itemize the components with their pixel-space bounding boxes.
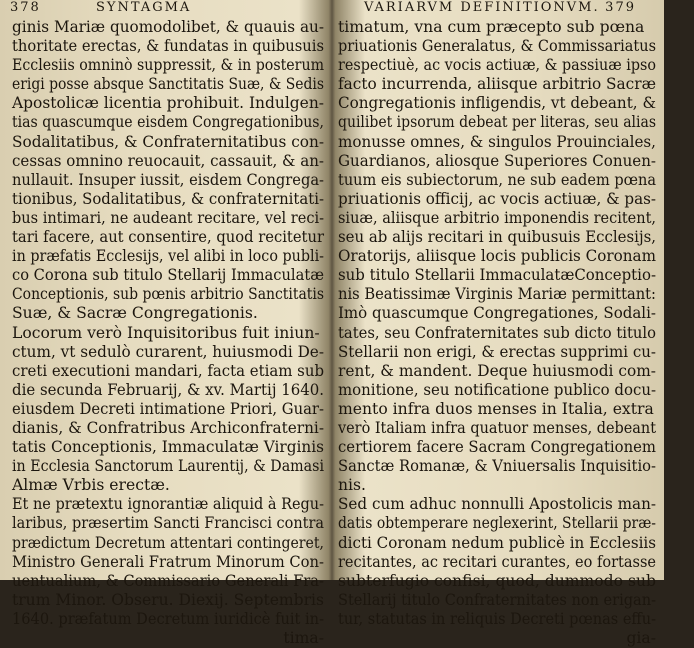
text-line: bus intimari, ne audeant recitare, vel reci- <box>12 208 324 227</box>
text-line: Suæ, & Sacræ Congregationis. <box>12 304 258 323</box>
right-page-number: 379 <box>605 0 636 15</box>
text-line: Apostolicæ licentia prohibuit. Indulgen- <box>12 94 324 113</box>
right-page <box>334 0 664 647</box>
text-line: Stellarij titulo Confraternitates non erigan- <box>338 590 656 609</box>
text-line: Ecclesiis omninò suppressit, & in posterum <box>12 56 324 75</box>
text-line: creti executioni mandari, facta etiam sub <box>12 361 324 380</box>
text-line: rent, & mandent. Deque huiusmodi com- <box>338 361 656 380</box>
text-line: Congregationis infligendis, vt debeant, & <box>338 94 656 113</box>
text-line: uentualium, & Commissario Generali Fra- <box>12 571 324 590</box>
text-line: mento infra duos menses in Italia, extra <box>338 399 654 418</box>
text-line: nis Beatissimæ Virginis Mariæ permittant: <box>338 285 656 304</box>
text-line: tur, statutas in reliquis Decreti pœnas effu- <box>338 609 656 628</box>
text-line: respectiuè, ac vocis actiuæ, & passiuæ ipso <box>338 56 656 75</box>
text-line: tari facere, aut consentire, quod recitetur <box>12 228 324 247</box>
text-line: Conceptionis, sub pœnis arbitrio Sanctitatis <box>12 285 324 304</box>
text-line: siuæ, aliisque arbitrio imponendis recitent, <box>338 208 656 227</box>
left-page-number: 378 <box>10 0 41 15</box>
text-line: subterfugio confisi, quod, dummodo sub <box>338 571 656 590</box>
left-page <box>0 0 330 647</box>
text-line: nullauit. Insuper iussit, eisdem Congrega- <box>12 170 324 189</box>
text-line: laribus, præsertim Sancti Francisci contra <box>12 514 324 533</box>
right-page-header <box>334 0 664 18</box>
text-line: tuum eis subiectorum, ne sub eadem pœna <box>338 170 656 189</box>
text-line: Almæ Vrbis erectæ. <box>12 476 170 495</box>
catchword: gia- <box>626 629 656 647</box>
text-line: monitione, seu notificatione publico docu- <box>338 380 656 399</box>
text-line: tates, seu Confraternitates sub dicto titulo <box>338 323 656 342</box>
text-line: dianis, & Confratribus Archiconfraterni- <box>12 418 324 437</box>
text-line: priuationis officij, ac vocis actiuæ, & pas- <box>338 189 656 208</box>
right-page-text <box>338 18 656 648</box>
left-page-text <box>12 18 324 648</box>
text-line: nis. <box>338 476 366 495</box>
text-line: Locorum verò Inquisitoribus fuit iniun- <box>12 323 320 342</box>
text-line: 1640. præfatum Decretum iuridicè fuit in- <box>12 609 324 628</box>
text-line: die secunda Februarij, & xv. Martij 1640. <box>12 380 324 399</box>
text-line: dicti Coronam nedum publicè in Ecclesiis <box>338 533 656 552</box>
text-line: eiusdem Decreti intimatione Priori, Guar- <box>12 399 324 418</box>
text-line: datis obtemperare neglexerint, Stellarii præ- <box>338 514 656 533</box>
text-line: trum Minor. Obseru. Diexij. Septembris <box>12 590 324 609</box>
catchword: tima- <box>283 629 324 647</box>
text-line: prædictum Decretum attentari contingeret, <box>12 533 324 552</box>
text-line: Sanctæ Romanæ, & Vniuersalis Inquisitio- <box>338 457 656 476</box>
text-line: quilibet ipsorum debeat per literas, seu alias <box>338 113 656 132</box>
text-line: Et ne prætextu ignorantiæ aliquid à Regu- <box>12 495 324 514</box>
text-line: Sodalitatibus, & Confraternitatibus con- <box>12 132 324 151</box>
text-line: tatis Conceptionis, Immaculatæ Virginis <box>12 438 324 457</box>
text-line: thoritate erectas, & fundatas in quibusuis <box>12 37 324 56</box>
right-running-head: VARIARVM DEFINITIONVM. <box>364 0 600 15</box>
text-line: Guardianos, aliosque Superiores Conuen- <box>338 151 656 170</box>
text-line: in Ecclesia Sanctorum Laurentij, & Damasi <box>12 457 324 476</box>
text-line: priuationis Generalatus, & Commissariatus <box>338 37 656 56</box>
text-line: recitantes, ac recitari curantes, eo fortasse <box>338 552 656 571</box>
text-line: ginis Mariæ quomodolibet, & quauis au- <box>12 18 324 36</box>
text-line: co Corona sub titulo Stellarij Immaculatæ <box>12 266 324 285</box>
text-line: verò Italiam infra quatuor menses, debeant <box>338 418 656 437</box>
text-line: erigi posse absque Sanctitatis Suæ, & Sedis <box>12 75 324 94</box>
text-line: facto incurrenda, aliisque arbitrio Sacræ <box>338 75 656 94</box>
text-line: monusse omnes, & singulos Prouinciales, <box>338 132 656 151</box>
text-line: cessas omnino reuocauit, cassauit, & an- <box>12 151 324 170</box>
text-line: Imò quascumque Congregationes, Sodali- <box>338 304 656 323</box>
text-line: seu ab alijs recitari in quibusuis Ecclesijs, <box>338 228 656 247</box>
left-running-head: SYNTAGMA <box>96 0 192 15</box>
left-page-header <box>0 0 330 18</box>
text-line: ctum, vt sedulò curarent, huiusmodi De- <box>12 342 324 361</box>
text-line: Oratorijs, aliisque locis publicis Coronam <box>338 247 656 266</box>
text-line: tionibus, Sodalitatibus, & confraternitati- <box>12 189 324 208</box>
text-line: Sed cum adhuc nonnulli Apostolicis man- <box>338 495 656 514</box>
text-line: Stellarii non erigi, & erectas supprimi cu- <box>338 342 656 361</box>
text-line: Ministro Generali Fratrum Minorum Con- <box>12 552 324 571</box>
text-line: sub titulo Stellarii ImmaculatæConceptio- <box>338 266 656 285</box>
text-line: in præfatis Ecclesijs, vel alibi in loco publi- <box>12 247 324 266</box>
text-line: tias quascumque eisdem Congregationibus, <box>12 113 324 132</box>
text-line: timatum, vna cum præcepto sub pœna <box>338 18 645 36</box>
text-line: certiorem facere Sacram Congregationem <box>338 438 656 457</box>
